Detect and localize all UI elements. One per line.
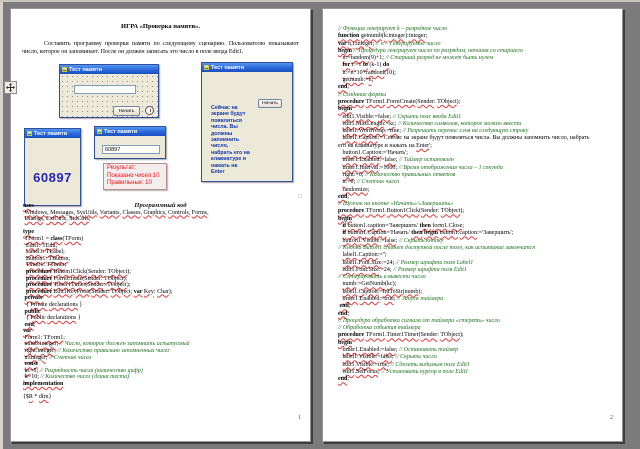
- code-line: end;: [339, 303, 351, 310]
- code-line: procedure TForm1.Button1Click(Sender: TObject);: [338, 208, 464, 215]
- code-line: public: [24, 308, 41, 315]
- code-line: // Щелчок на кнопке «Начать»/«Завершить»: [338, 201, 454, 208]
- code-line: timer1.Enabled:=false; // Остановить таймер: [342, 347, 459, 354]
- code-line: label1.Caption:=IntToStr(numb);: [342, 288, 422, 295]
- instruction-label: Сейчас на экране будут появляться числа. Вы должны запомнить число, набрать его на клавиатуре и нажать на Enter: [211, 105, 250, 176]
- code-line: { Public declarations }: [23, 315, 81, 322]
- code-line: edit1.Font.Size:=24; // Размер шрифта поля Edit1: [342, 266, 467, 273]
- window-edge-left: [0, 0, 3, 449]
- code-line: n:=0; // Счетчик чисел: [342, 179, 400, 186]
- page-2: [322, 8, 623, 442]
- screenshot-design-form: [59, 64, 159, 118]
- result-line: Правильных: 10: [107, 180, 152, 187]
- delphi-form-icon: [204, 65, 209, 70]
- result-box: [103, 163, 167, 190]
- code-line: numb:integer; // Число, которое должен запомнить испытуемый: [24, 341, 190, 348]
- code-line: end;: [338, 310, 350, 317]
- code-line: procedure Timer1Timer(Sender: TObject);: [26, 282, 131, 289]
- titlebar-text: Тест памяти: [211, 64, 245, 71]
- intro-paragraph: Составить программу проверки памяти по следующему сценарию. Пользователю показывают число, которое он запоминает. После он должен записать это число в поле ввода Edit1.: [22, 41, 299, 55]
- timer-component-icon: [145, 106, 154, 115]
- code-line: function getnumb(k:integer):integer;: [338, 33, 428, 40]
- code-line: begin: [338, 339, 353, 346]
- titlebar: [60, 65, 158, 74]
- code-line: right:integer; // Количество правильно запомненных чисел: [24, 348, 170, 355]
- delphi-form-icon: [97, 129, 102, 134]
- code-line: end;: [338, 84, 350, 91]
- code-line: timer1.Interval:=1000; // Время отображения числа – 1 секунда: [342, 164, 503, 171]
- titlebar: [25, 129, 80, 138]
- code-line: begin: [338, 215, 353, 222]
- answer-edit-field: 60897: [102, 145, 160, 154]
- code-line: randomize;: [342, 186, 370, 193]
- code-line: numb:=GetNumb(kc);: [342, 281, 397, 288]
- code-line: label1.Font.Size:=24; // Размер шрифта поля Label1: [342, 259, 474, 266]
- screenshot-instruction-form: [201, 62, 293, 182]
- code-line: // Создание формы: [338, 91, 387, 98]
- code-line: begin: [338, 106, 353, 113]
- code-line: // Кнопка Button1 станет доступной после того, как испытание закончится: [338, 244, 535, 251]
- code-line: [23, 388, 306, 395]
- code-line: { Private declarations }: [23, 301, 83, 308]
- page-number-1: 1: [298, 415, 301, 421]
- screenshot-input-form: [94, 126, 166, 159]
- code-line: var: [23, 328, 32, 335]
- code-line: Label1: TLabel;: [26, 249, 65, 256]
- code-line: TForm1 = class(TForm): [24, 235, 84, 242]
- titlebar: [95, 127, 165, 136]
- code-line: timer1.Enabled:=false; // Таймер остановлен: [342, 157, 454, 164]
- result-line: Результат:: [107, 165, 136, 171]
- code-line: Windows, Messages, SysUtils, Variants, Classes, Graphics, Controls, Forms,: [24, 209, 209, 216]
- code-line: edit1.Visible:=false; // Скрыть поле ввода Edit1: [342, 113, 462, 120]
- code-line: const: [24, 361, 38, 368]
- anchor-mark: □: [298, 194, 302, 200]
- code-line: procedure TForm1.FormCreate(Sender: TObject);: [338, 98, 461, 105]
- code-line: uses: [23, 203, 34, 209]
- code-line: {$R * dfm}: [23, 394, 52, 401]
- code-line: lt=10; // Количество чисел (длина теста): [24, 374, 130, 381]
- window-edge-top: [0, 0, 640, 2]
- code-line: Form1: TForm1;: [24, 334, 65, 341]
- code-line: // Сгенерировать и вывести число: [338, 274, 426, 281]
- titlebar-text: Тест памяти: [69, 66, 103, 73]
- start-button: Начать: [258, 99, 282, 108]
- code-heading: Программный код: [134, 202, 187, 209]
- displayed-number: 60897: [33, 170, 72, 185]
- move-cross-icon: [6, 83, 15, 92]
- code-line: end;: [24, 321, 36, 328]
- code-line: label1.Caption:='Сейчас на экране будут появляться числа. Вы должны запомнить число, набрать: [342, 135, 590, 142]
- titlebar-text: Тест памяти: [104, 128, 138, 135]
- code-line: for i:=1 to (k-1) do: [342, 62, 390, 69]
- page-number-2: 2: [610, 415, 613, 421]
- code-line: // Обработка события таймера: [338, 325, 421, 332]
- code-line: procedure FormCreate(Sender: TObject);: [26, 275, 128, 282]
- edit1-field: [74, 85, 136, 94]
- code-block-page1: [23, 203, 306, 401]
- object-move-handle[interactable]: [4, 81, 17, 94]
- delphi-form-icon: [27, 131, 32, 136]
- code-block-page2: [338, 26, 618, 384]
- code-line: getnumb:=n;: [342, 77, 374, 84]
- form-canvas: [95, 136, 165, 158]
- code-line: Dialogs, ExtCtrls, StdCtrls;: [24, 216, 91, 223]
- code-line: Button1: TButton;: [26, 255, 71, 262]
- code-line: end;: [338, 193, 350, 200]
- start-button: Начать: [113, 106, 140, 116]
- code-line: // Функция генерирует k – разрядное число: [338, 26, 448, 32]
- titlebar: [202, 63, 292, 72]
- code-line: label1.WordWrap:=true; // Разрешить перенос слов на следующую строку: [342, 128, 529, 135]
- code-line: right:=0; // Количество правильных ответов: [342, 171, 456, 178]
- code-line: private: [24, 295, 43, 302]
- code-line: label1.Visible:=false; // Скрыть число: [342, 354, 437, 361]
- code-line: type: [23, 229, 34, 236]
- code-line: edit1.Visible:=true; // Сделать видимым поле Edit1: [342, 361, 470, 368]
- code-line: implementation: [23, 381, 64, 388]
- code-line: Timer1: TTimer;: [25, 262, 67, 269]
- code-line: edit1.SetFocus; // Установить курсор в поле Edit1: [342, 368, 469, 375]
- code-line: // Процедура обработки сигнала от таймера «стереть» число: [338, 317, 500, 324]
- code-line: n:=random(9)+1; // Старший разряд не может быть нулем: [342, 55, 494, 62]
- code-line: kc=5; // Разрядность числа (количество цифр): [24, 367, 143, 374]
- code-line: n:integer; // Счетчик чисел: [24, 354, 92, 361]
- code-line: if button1.caption='Завершить' then form1.Close;: [342, 223, 464, 230]
- code-line: var n,i:integer; // n – Генерируемое число: [338, 40, 441, 47]
- code-line: begin // Процедура генерирует число по разрядам, начиная со старшего: [338, 47, 523, 54]
- code-line: n:=n*10+random(10);: [342, 69, 396, 76]
- page-1: [10, 8, 311, 442]
- screenshot-area: [11, 58, 310, 196]
- delphi-form-icon: [62, 67, 67, 72]
- code-line: label1.Caption:='';: [342, 252, 387, 259]
- form-canvas: [60, 74, 158, 117]
- titlebar-text: Тест памяти: [34, 130, 68, 137]
- code-line: end;: [338, 376, 350, 383]
- code-line: [23, 223, 306, 230]
- result-line: Показано чисел:10: [107, 172, 160, 179]
- code-line: button1.Caption:='Начать';: [342, 150, 408, 157]
- code-line: Edit1: TEdit;: [26, 242, 58, 249]
- code-line: procedure Edit1KeyPress(Sender: TObject; var Key: Char);: [26, 288, 173, 295]
- code-line: procedure Button1Click(Sender: TObject);: [26, 268, 131, 275]
- code-line: procedure TForm1.Timer1Timer(Sender: TObject);: [338, 332, 464, 339]
- code-line: button1.Visible:=false; // Скрыть кнопку: [342, 237, 444, 244]
- form-canvas: [202, 72, 292, 181]
- code-line: его на клавиатуре и нажать на Enter';: [338, 142, 432, 149]
- document-title: ИГРА «Проверка памяти».: [121, 23, 200, 30]
- code-line: edit1.MaxLength:=kc; // Количество символов, которое можно ввести: [342, 120, 522, 127]
- code-line: if button1.Caption='Начать' then begin button1.caption:='Завершить';: [342, 230, 514, 237]
- code-line: timer1.Enabled:=true; // Запуск таймера: [342, 295, 444, 302]
